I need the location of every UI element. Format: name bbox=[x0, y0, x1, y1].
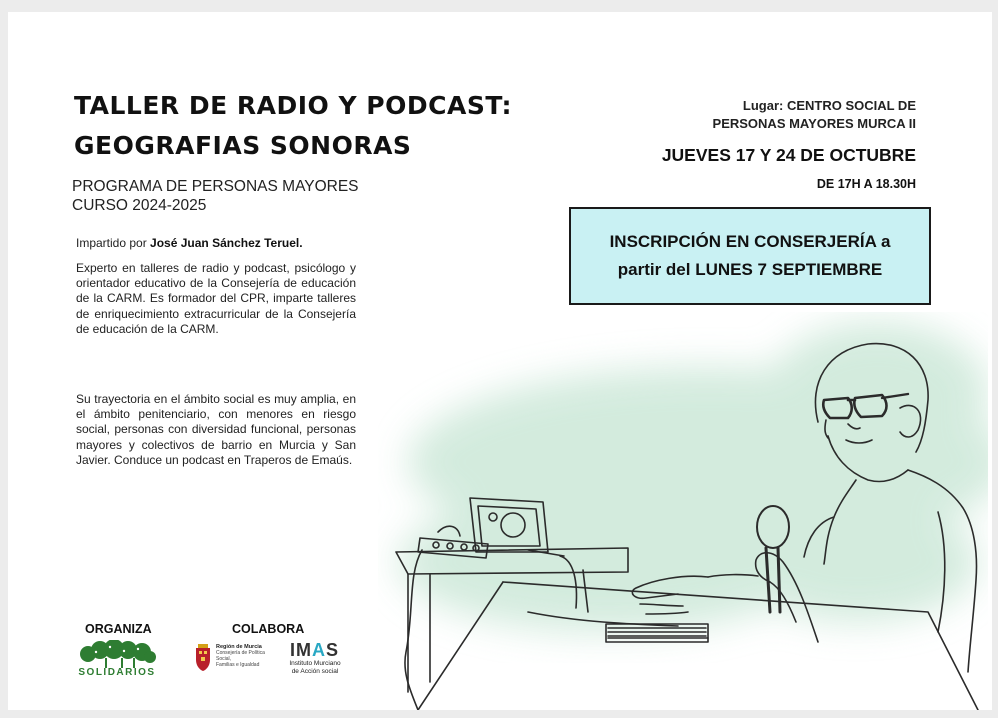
event-dates: JUEVES 17 Y 24 DE OCTUBRE bbox=[661, 145, 916, 165]
event-hours: DE 17H A 18.30H bbox=[816, 177, 916, 191]
solidarios-tree-logo-icon bbox=[76, 640, 158, 668]
event-title bbox=[74, 86, 512, 166]
title-line-1: TALLER DE RADIO Y PODCAST: bbox=[74, 91, 513, 120]
flyer-page bbox=[8, 12, 992, 710]
imas-logo-s: S bbox=[326, 640, 340, 660]
imas-logo-a: A bbox=[312, 640, 326, 660]
green-wash bbox=[398, 322, 988, 632]
organiza-label: ORGANIZA bbox=[85, 622, 152, 636]
bio-paragraph-2: Su trayectoria en el ámbito social es muy amplia, en el ámbito penitenciario, con menores en riesgo social, personas con diversidad funcional, personas mayores y colectivos de barrio en Murcia y San Javier. Conduce un podcast en Traperos de Emaús. bbox=[76, 392, 356, 467]
imas-logo bbox=[290, 640, 339, 661]
venue-info bbox=[713, 97, 916, 133]
region-murcia-name: Región de Murcia bbox=[216, 644, 262, 650]
region-murcia-dept-1: Consejería de Política Social, bbox=[216, 650, 265, 662]
program-name: PROGRAMA DE PERSONAS MAYORES bbox=[72, 178, 359, 195]
region-murcia-dept-2: Familias e Igualdad bbox=[216, 662, 260, 668]
radio-host-illustration bbox=[378, 312, 988, 710]
instructor-prefix: Impartido por bbox=[76, 236, 151, 250]
program-info bbox=[72, 177, 359, 215]
imas-line-2: de Acción social bbox=[291, 668, 339, 675]
venue-line-1: Lugar: CENTRO SOCIAL DE bbox=[742, 98, 916, 113]
inscription-line-2: partir del LUNES 7 SEPTIEMBRE bbox=[617, 260, 883, 279]
solidarios-name: SOLIDARIOS bbox=[78, 667, 156, 678]
instructor-name: José Juan Sánchez Teruel. bbox=[150, 236, 303, 250]
venue-line-2: PERSONAS MAYORES MURCA II bbox=[712, 116, 916, 131]
inscription-box bbox=[569, 207, 931, 305]
imas-logo-im: IM bbox=[290, 640, 312, 660]
title-line-2: GEOGRAFIAS SONORAS bbox=[74, 131, 412, 160]
region-murcia-crest-icon bbox=[194, 644, 212, 672]
region-murcia-text bbox=[216, 644, 276, 668]
inscription-line-1: INSCRIPCIÓN EN CONSERJERÍA a bbox=[609, 232, 891, 251]
instructor-line bbox=[76, 236, 303, 250]
colabora-label: COLABORA bbox=[232, 622, 305, 636]
imas-text bbox=[280, 660, 350, 676]
course-year: CURSO 2024-2025 bbox=[72, 197, 207, 214]
bio-paragraph-1: Experto en talleres de radio y podcast, psicólogo y orientador educativo de la Consejería de educación de la CARM. Es formador del CPR, imparte talleres de enriquecimiento extracurricular de la Consejería de educación de la CARM. bbox=[76, 261, 356, 336]
imas-line-1: Instituto Murciano bbox=[289, 660, 341, 667]
